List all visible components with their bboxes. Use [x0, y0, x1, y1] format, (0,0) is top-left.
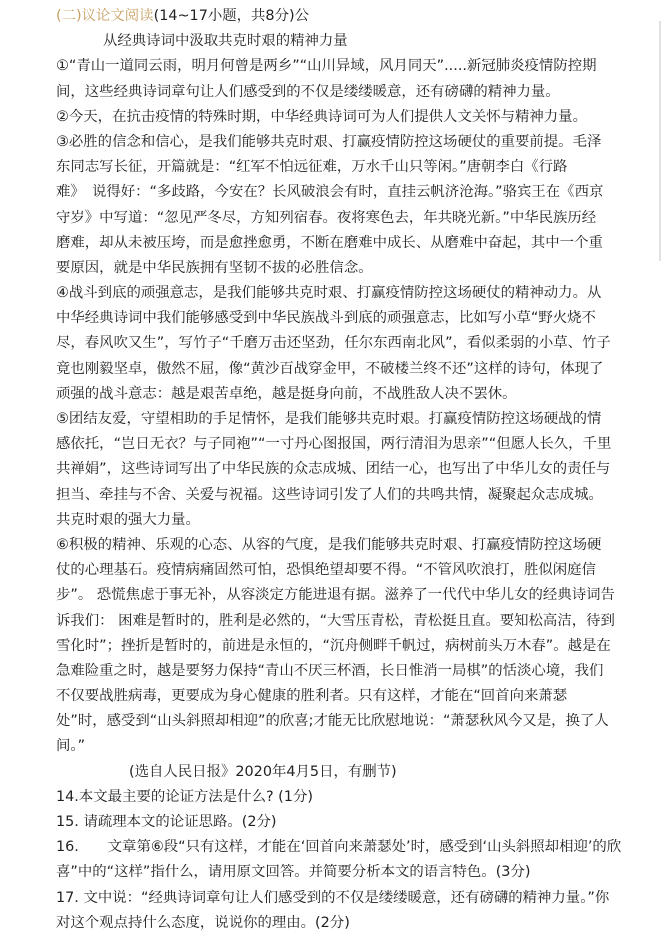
article-line: 急难险重之时，越是要努力保持“青山不厌三杯酒，长日惟消一局棋”的恬淡心境，我们: [56, 662, 604, 679]
article-line: 感依托，“岂日无衣？与子同袍”“一寸丹心图报国，两行清泪为思亲”“但愿人长久，千里: [56, 436, 612, 453]
article-line: 共禅娟”，这些诗词写出了中华民族的众志成城、团结一心，也写出了中华儿女的责任与: [56, 461, 611, 478]
question-15: 15. 请疏理本文的论证思路。(2分): [56, 814, 277, 830]
article-line: 诉我们： 困难是暂时的，胜利是必然的，“大雪压青松，青松挺且直。要知松高洁，待到: [56, 612, 615, 629]
article-line: 磨难，却从未被压垮，而是愈挫愈勇，不断在磨难中成长、从磨难中奋起，其中一个重: [56, 234, 603, 251]
article-line: 不仅要战胜病毒，更要成为身心健康的胜利者。只有这样，才能在“回首向来萧瑟: [56, 688, 568, 705]
document-body: [56, 4, 646, 936]
question-14: 14.本文最主要的论证方法是什么? (1分): [56, 788, 313, 805]
article-line: 共克时艰的强大力量。: [56, 511, 200, 528]
article-line: 竟也刚毅坚卓，傲然不屈，像“黄沙百战穿金甲，不破楼兰终不还”这样的诗句，体现了: [56, 360, 604, 377]
article-line: ④战斗到底的顽强意志，是我们能够共克时艰、打赢疫情防控这场硬仗的精神动力。从: [56, 285, 602, 302]
article-text: [56, 54, 646, 759]
question-list: [56, 785, 646, 936]
panel-edge-divider: [659, 21, 661, 261]
article-line: ②今天，在抗击疫情的特殊时期，中华经典诗词可为人们提供人文关怀与精神力量。: [56, 108, 587, 125]
article-line: ①“青山一道同云雨，明月何曾是两乡”“山川异域，风月同天”.....新冠肺炎疫情防控期: [56, 58, 597, 75]
article-line: 难》 说得好：“多歧路，今安在？长风破浪会有时，直挂云帆济沧海。”骆宾王在《西京: [56, 184, 604, 201]
article-line: 步”。 恐慌焦虑于事无补，从容淡定方能进退有据。滋养了一代代中华儿女的经典诗词告: [56, 587, 615, 604]
article-line: 雪化时”；挫折是暂时的，前进是永恒的，“沉舟侧畔千帆过，病树前头万木春”。越是在: [56, 637, 611, 654]
question-17: 17. 文中说：“经典诗词章句让人们感受到的不仅是缕缕暖意，还有磅礴的精神力量。”你: [56, 889, 610, 906]
section-heading-accent: (二)议论文阅读: [56, 8, 154, 24]
article-line: ⑥积极的精神、乐观的心态、从容的气度，是我们能够共克时艰、打赢疫情防控这场硬: [56, 536, 602, 553]
article-source: (选自人民日报》2020年4月5日，有删节): [129, 763, 397, 780]
article-line: 要原因，就是中华民族拥有坚韧不拔的必胜信念。: [56, 259, 373, 276]
question-17-cont: 对这个观点持什么态度，说说你的理由。(2分): [56, 914, 350, 931]
section-heading: [56, 4, 646, 29]
article-line: ⑤团结友爱，守望相助的手足情怀，是我们能够共克时艰。打赢疫情防控这场硬战的情: [56, 411, 602, 427]
question-16: 16. 文章第⑥段“只有这样，才能在‘回首向来萧瑟处’时，感受到‘山头斜照却相迎’的欣: [56, 839, 622, 856]
article-line: ③必胜的信念和信心，是我们能够共克时艰、打赢疫情防控这场硬仗的重要前提。毛泽: [56, 133, 602, 150]
question-16-cont: 喜”中的“这样”指什么，请用原文回答。并简要分析本文的语言特色。(3分): [56, 864, 531, 881]
article-line: 东同志写长征，开篇就是：“红军不怕远征难，万水千山只等闲。”唐朝李白《行路: [56, 159, 568, 176]
article-line: 顽强的战斗意志：越是艰苦卓绝，越是挺身向前，不战胜敌人决不罢休。: [56, 385, 517, 402]
article-line: 处”时，感受到“山头斜照却相迎”的欣喜;才能无比欣慰地说：“萧瑟秋风今又是，换了人: [56, 713, 609, 730]
article-line: 间。”: [56, 738, 86, 755]
article-title: 从经典诗词中汲取共克时艰的精神力量: [103, 33, 348, 50]
article-line: 中华经典诗词中我们能够感受到中华民族战斗到底的顽强意志，比如写小草“野火烧不: [56, 310, 596, 327]
article-line: 尽，春风吹又生”，写竹子“千磨万击还坚劲，任尔东西南北风”，看似柔弱的小草、竹子: [56, 335, 611, 352]
article-line: 仗的心理基石。疫情病痛固然可怕，恐惧绝望却要不得。“不管风吹浪打，胜似闲庭信: [56, 562, 596, 579]
section-heading-rest: (14~17小题，共8分)公: [153, 8, 309, 24]
article-line: 间，这些经典诗词章句让人们感受到的不仅是缕缕暖意，还有磅礴的精神力量。: [56, 83, 560, 100]
article-line: 守岁》中写道：“忽见严冬尽，方知列宿春。夜将寒色去，年共晓光新。”中华民族历经: [56, 209, 597, 226]
article-line: 担当、牵挂与不舍、关爱与祝福。这些诗词引发了人们的共鸣共情，凝聚起众志成城。: [56, 486, 603, 503]
